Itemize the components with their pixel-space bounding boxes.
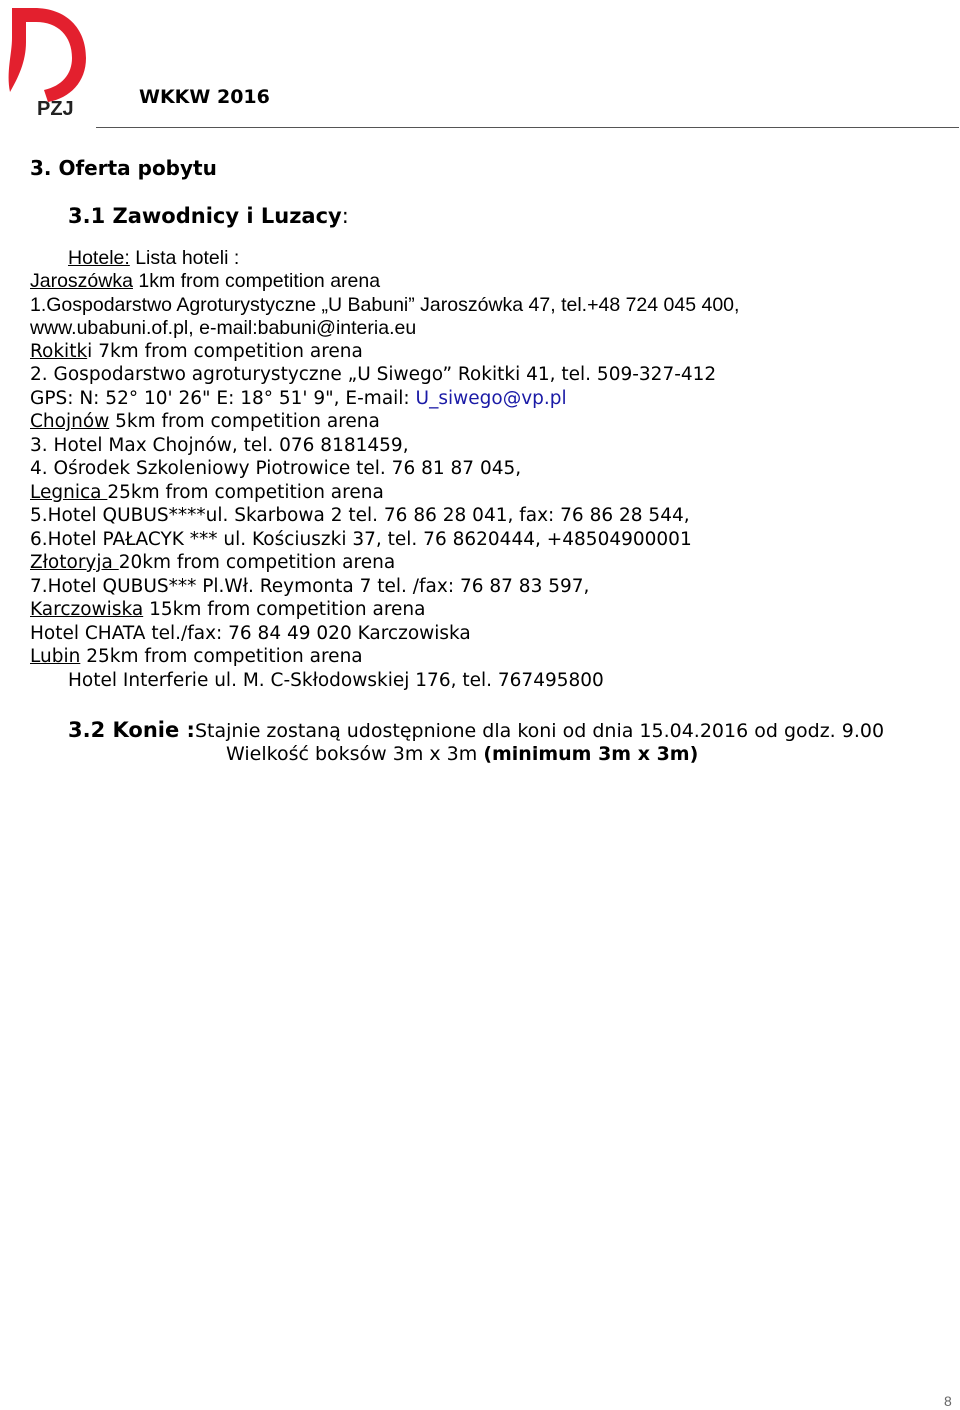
lubin-distance: 25km from competition arena <box>80 646 363 667</box>
rokitki-item: 2. Gospodarstwo agroturystyczne „U Siwego” Rokitki 41, tel. 509-327-412 <box>30 364 717 385</box>
legnica-heading <box>30 482 384 504</box>
jaroszowka-item: 1.Gospodarstwo Agroturystyczne „U Babuni” Jaroszówka 47, tel.+48 724 045 400, <box>30 294 740 316</box>
section-3-1-title: 3.1 Zawodnicy i Luzacy <box>68 204 342 228</box>
legnica-place: Legnica <box>30 482 108 503</box>
hotels-label: Hotele: <box>68 247 130 269</box>
legnica-item-2: 6.Hotel PAŁACYK *** ul. Kościuszki 37, tel. 76 8620444, +48504900001 <box>30 529 692 550</box>
zlotoryja-place: Złotoryja <box>30 552 119 573</box>
rokitki-place: Rokitk <box>30 341 88 362</box>
karczowiska-item: Hotel CHATA tel./fax: 76 84 49 020 Karczowiska <box>30 623 471 644</box>
jaroszowka-heading <box>30 270 380 292</box>
jaroszowka-contact: www.ubabuni.of.pl, e-mail:babuni@interia.eu <box>30 317 417 339</box>
karczowiska-distance: 15km from competition arena <box>143 599 426 620</box>
section-3-2-number: 3. <box>68 718 91 742</box>
section-3-2-text: Stajnie zostaną udostępnione dla koni od dnia 15.04.2016 od godz. 9.00 <box>194 720 885 742</box>
section-3-1-heading <box>68 204 349 228</box>
jaroszowka-place: Jaroszówka <box>30 270 133 292</box>
header-title: WKKW 2016 <box>139 86 270 108</box>
lubin-heading <box>30 646 363 668</box>
hotels-label-line <box>68 247 239 269</box>
boxes-minimum: (minimum 3m x 3m) <box>483 743 699 765</box>
section-3-2 <box>68 718 884 742</box>
jaroszowka-distance: 1km from competition arena <box>132 270 381 292</box>
section-3-2-boxes <box>226 743 698 765</box>
rokitki-gps: GPS: N: 52° 10' 26" E: 18° 51' 9", E-mail: <box>30 388 416 409</box>
logo-text: PZJ <box>37 98 74 120</box>
legnica-distance: 25km from competition arena <box>107 482 384 503</box>
zlotoryja-item: 7.Hotel QUBUS*** Pl.Wł. Reymonta 7 tel. /fax: 76 87 83 597, <box>30 576 590 597</box>
hotels-label-rest: Lista hoteli : <box>129 247 240 269</box>
page-number: 8 <box>944 1393 952 1409</box>
section-3-heading: 3. Oferta pobytu <box>30 156 217 180</box>
chojnow-distance: 5km from competition arena <box>109 411 380 432</box>
chojnow-heading <box>30 411 380 433</box>
chojnow-place: Chojnów <box>30 411 110 432</box>
zlotoryja-distance: 20km from competition arena <box>118 552 396 573</box>
rokitki-email-link[interactable]: U_siwego@vp.pl <box>415 388 567 409</box>
rokitki-heading <box>30 341 363 363</box>
legnica-item-1: 5.Hotel QUBUS****ul. Skarbowa 2 tel. 76 86 28 041, fax: 76 86 28 544, <box>30 505 690 526</box>
rokitki-place-rest: i <box>87 341 93 362</box>
rokitki-distance: 7km from competition arena <box>92 341 363 362</box>
chojnow-item-1: 3. Hotel Max Chojnów, tel. 076 8181459, <box>30 435 409 456</box>
boxes-text: Wielkość boksów 3m x 3m <box>226 743 484 765</box>
section-3-2-title: 2 Konie : <box>90 718 195 742</box>
header-divider <box>96 127 959 128</box>
section-3-1-colon: : <box>341 204 349 228</box>
karczowiska-place: Karczowiska <box>30 599 144 620</box>
lubin-place: Lubin <box>30 646 81 667</box>
lubin-item: Hotel Interferie ul. M. C-Skłodowskiej 176, tel. 767495800 <box>68 670 604 691</box>
rokitki-gps-line <box>30 388 567 410</box>
zlotoryja-heading <box>30 552 395 574</box>
karczowiska-heading <box>30 599 425 621</box>
chojnow-item-2: 4. Ośrodek Szkoleniowy Piotrowice tel. 76 81 87 045, <box>30 458 522 479</box>
